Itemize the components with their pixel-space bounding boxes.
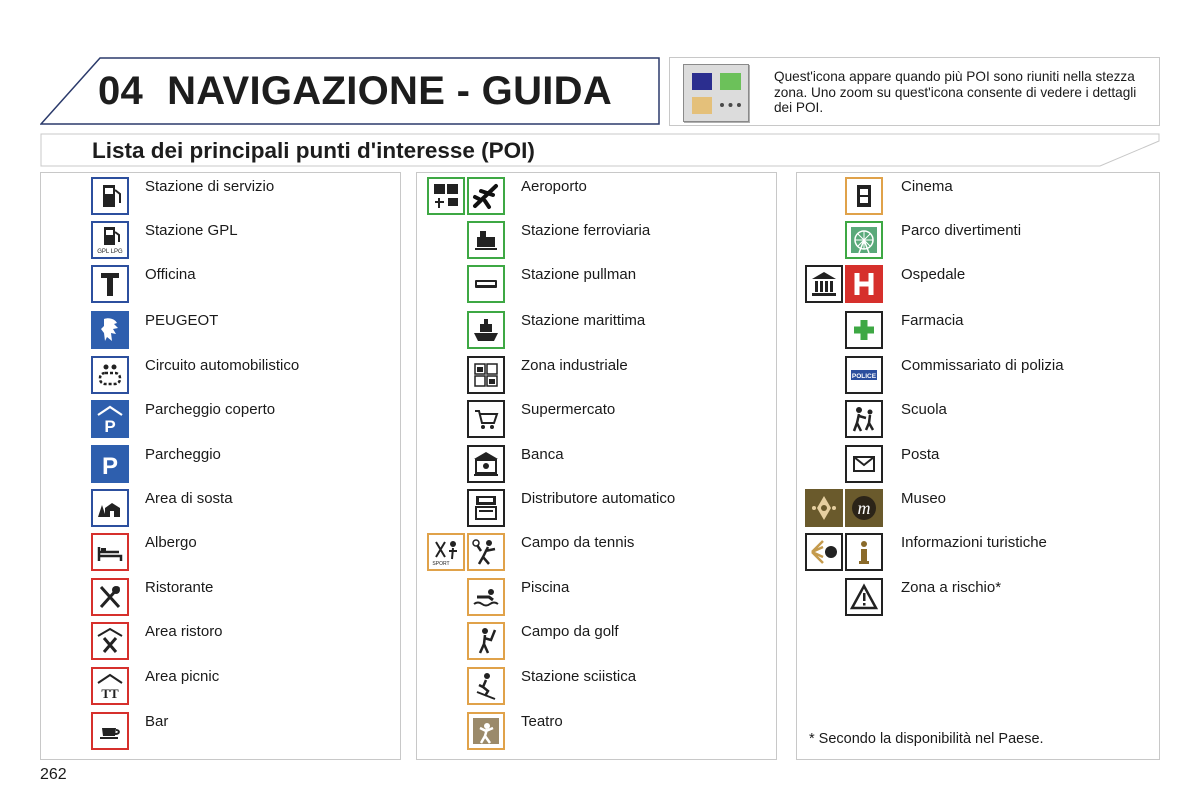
sightseeing-category-icon xyxy=(805,533,843,571)
theatre-icon xyxy=(467,712,505,750)
chapter-header xyxy=(40,57,660,125)
poi-label: Stazione GPL xyxy=(145,222,238,239)
cluster-note-text: Quest'icona appare quando più POI sono riuniti nella stezza zona. Uno zoom su quest'icona consente di vedere i dettagli dei POI. xyxy=(774,69,1137,115)
poi-label: Aeroporto xyxy=(521,178,587,195)
transport-category-icon xyxy=(427,177,465,215)
poi-label: Zona industriale xyxy=(521,357,628,374)
atm-icon xyxy=(467,489,505,527)
poi-label: Museo xyxy=(901,490,947,507)
poi-label: Stazione marittima xyxy=(521,312,646,329)
race-circuit-icon xyxy=(91,356,129,394)
pharmacy-cross-icon xyxy=(845,311,883,349)
chapter-title xyxy=(98,69,612,114)
poi-label: PEUGEOT xyxy=(145,312,219,329)
poi-label: Circuito automobilistico xyxy=(145,357,300,374)
poi-label: Cinema xyxy=(901,178,953,195)
poi-label: Officina xyxy=(145,266,196,283)
amusement-park-icon xyxy=(845,221,883,259)
sport-category-icon xyxy=(427,533,465,571)
covered-parking-icon xyxy=(91,400,129,438)
poi-label: Banca xyxy=(521,446,564,463)
poi-label: Ospedale xyxy=(901,266,966,283)
refreshment-area-icon xyxy=(91,622,129,660)
poi-label: Area ristoro xyxy=(145,623,223,640)
shopping-cart-icon xyxy=(467,400,505,438)
poi-label: Zona a rischio* xyxy=(901,579,1002,596)
poi-label: Campo da golf xyxy=(521,623,619,640)
poi-label: Parcheggio xyxy=(145,446,221,463)
svg-text:GPL LPG: GPL LPG xyxy=(97,249,123,255)
poi-label: Campo da tennis xyxy=(521,534,635,551)
svg-text:POLICE: POLICE xyxy=(851,373,877,380)
bank-icon xyxy=(467,445,505,483)
industrial-zone-icon xyxy=(467,356,505,394)
chapter-title-text: NAVIGAZIONE - GUIDA xyxy=(167,69,613,113)
poi-label: Supermercato xyxy=(521,401,616,418)
poi-label: Area picnic xyxy=(145,668,220,685)
poi-label: Teatro xyxy=(521,713,563,730)
poi-label: Farmacia xyxy=(901,312,964,329)
bed-icon xyxy=(91,533,129,571)
poi-label: Ristorante xyxy=(145,579,214,596)
svg-text:P: P xyxy=(104,417,116,434)
poi-column-2 xyxy=(416,172,777,760)
page-number: 262 xyxy=(40,766,67,783)
section-heading xyxy=(40,133,1160,167)
poi-label: Parco divertimenti xyxy=(901,222,1022,239)
airplane-icon xyxy=(467,177,505,215)
coffee-cup-icon xyxy=(91,712,129,750)
svg-text:TT: TT xyxy=(101,686,119,701)
poi-column-3 xyxy=(796,172,1160,760)
tennis-icon xyxy=(467,533,505,571)
museum-icon xyxy=(845,489,883,527)
fuel-pump-icon xyxy=(91,177,129,215)
fork-knife-icon xyxy=(91,578,129,616)
poi-label: Stazione di servizio xyxy=(145,178,275,195)
bus-icon xyxy=(467,265,505,303)
poi-label: Posta xyxy=(901,446,940,463)
parking-icon xyxy=(91,445,129,483)
footnote: * Secondo la disponibilità nel Paese. xyxy=(809,731,1044,747)
poi-label: Albergo xyxy=(145,534,197,551)
poi-label: Stazione ferroviaria xyxy=(521,222,651,239)
monument-category-icon xyxy=(805,489,843,527)
film-icon xyxy=(845,177,883,215)
cluster-note xyxy=(669,57,1160,126)
wrench-icon xyxy=(91,265,129,303)
poi-label: Commissariato di polizia xyxy=(901,357,1064,374)
poi-label: Stazione sciistica xyxy=(521,668,637,685)
poi-cluster-icon xyxy=(683,64,749,122)
poi-label: Informazioni turistiche xyxy=(901,534,1047,551)
rest-area-icon xyxy=(91,489,129,527)
hospital-icon xyxy=(845,265,883,303)
picnic-icon xyxy=(91,667,129,705)
poi-label: Bar xyxy=(145,713,169,730)
ship-icon xyxy=(467,311,505,349)
section-title: Lista dei principali punti d'interesse (POI) xyxy=(92,138,535,163)
poi-label: Piscina xyxy=(521,579,570,596)
poi-label: Distributore automatico xyxy=(521,490,676,507)
poi-label: Stazione pullman xyxy=(521,266,637,283)
info-icon xyxy=(845,533,883,571)
poi-label: Scuola xyxy=(901,401,947,418)
public-building-icon xyxy=(805,265,843,303)
swimmer-icon xyxy=(467,578,505,616)
poi-label: Area di sosta xyxy=(145,490,233,507)
school-children-icon xyxy=(845,400,883,438)
police-icon xyxy=(845,356,883,394)
gpl-pump-icon xyxy=(91,221,129,259)
train-icon xyxy=(467,221,505,259)
warning-triangle-icon xyxy=(845,578,883,616)
chapter-number: 04 xyxy=(98,69,144,113)
poi-label: Parcheggio coperto xyxy=(145,401,276,418)
golfer-icon xyxy=(467,622,505,660)
poi-column-1 xyxy=(40,172,401,760)
svg-text:SPORT: SPORT xyxy=(432,561,450,567)
skier-icon xyxy=(467,667,505,705)
svg-text:P: P xyxy=(101,453,119,479)
svg-text:m: m xyxy=(857,498,871,518)
envelope-icon xyxy=(845,445,883,483)
peugeot-lion-icon xyxy=(91,311,129,349)
